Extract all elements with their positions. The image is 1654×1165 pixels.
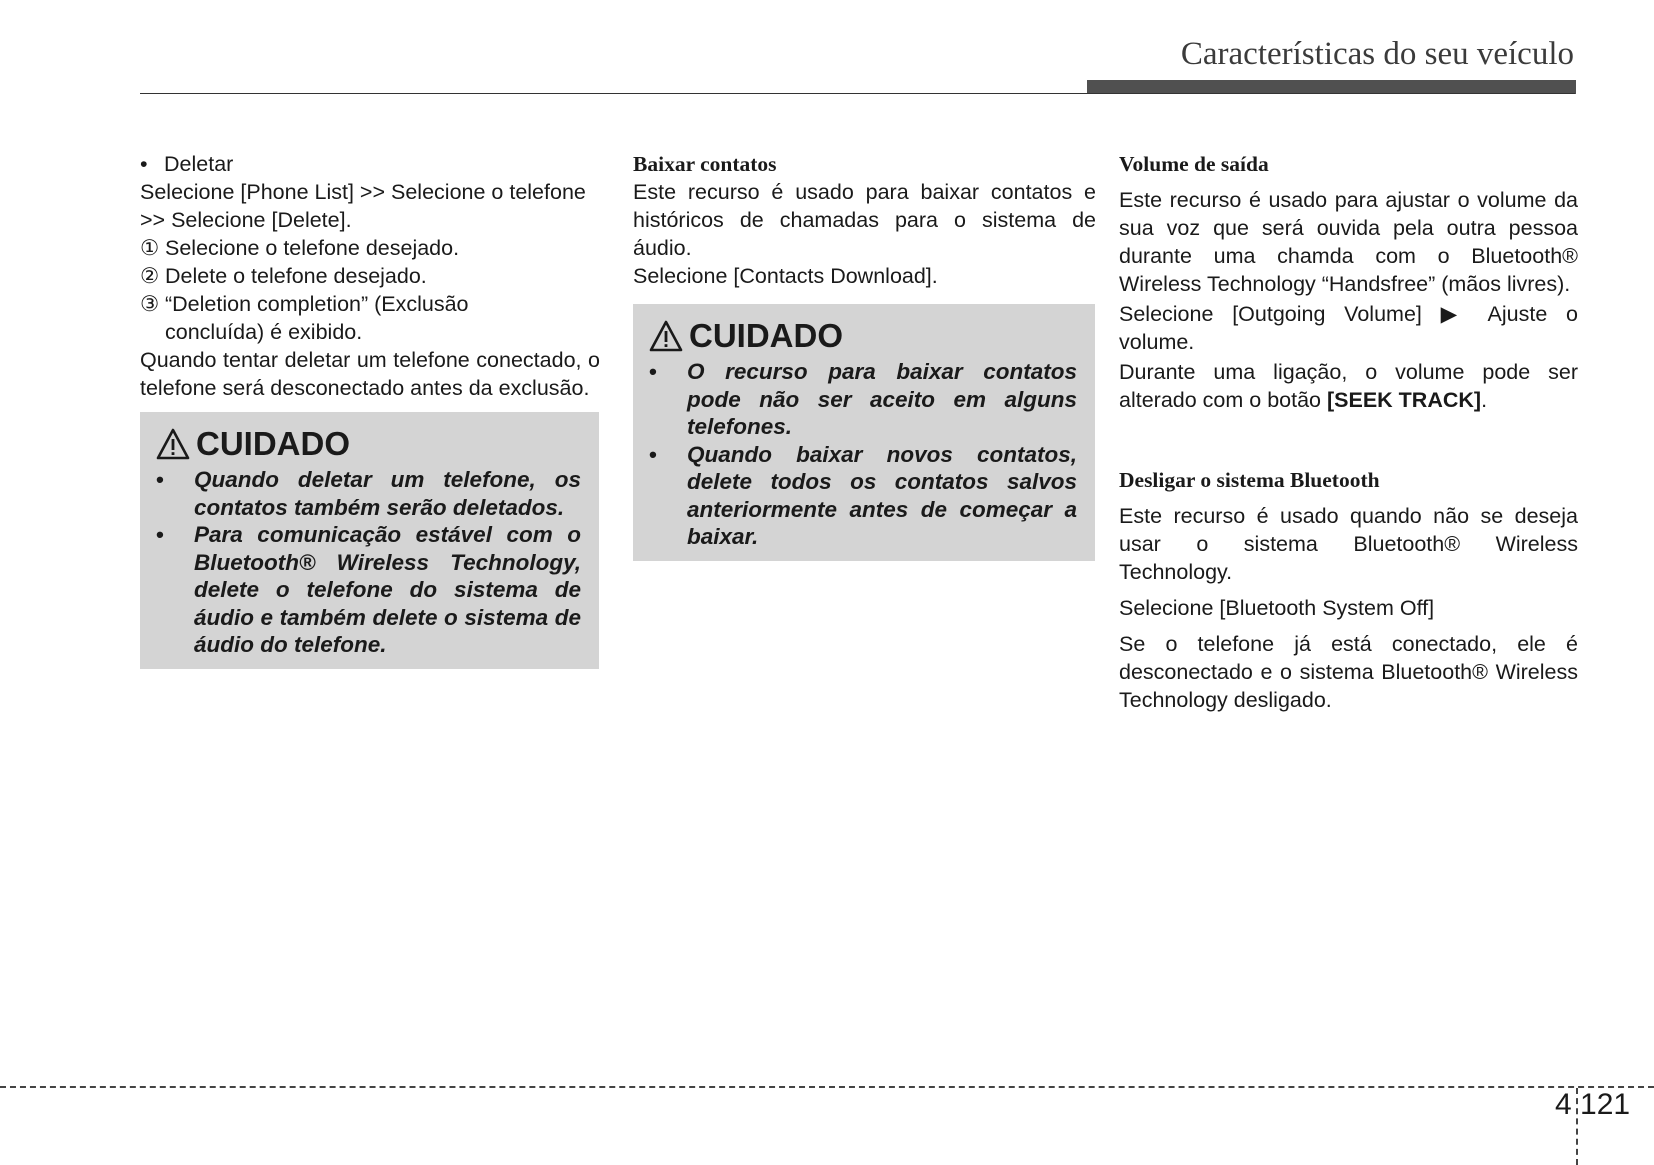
running-header-title: Características do seu veículo <box>1180 36 1574 72</box>
caution-item <box>156 466 581 521</box>
step-3 <box>140 290 600 318</box>
warning-triangle-icon <box>649 320 683 352</box>
bullet-mark: • <box>140 152 148 176</box>
step-number: ③ <box>140 292 160 316</box>
section-paragraph: Se o telefone já está conectado, ele é desconectado e o sistema Bluetooth® Wireless Technology desligado. <box>1119 632 1578 712</box>
caution-item-text: Quando baixar novos contatos, delete todos os contatos salvos anteriormente antes de começar a baixar. <box>687 441 1077 549</box>
step-number: ① <box>140 236 160 260</box>
section-title-baixar-contatos: Baixar contatos <box>633 152 777 176</box>
step-1 <box>140 234 600 262</box>
caution-item-text: O recurso para baixar contatos pode não ser aceito em alguns telefones. <box>687 359 1077 439</box>
caution-item <box>649 441 1077 551</box>
caution-heading <box>156 424 581 464</box>
caution-item <box>649 358 1077 441</box>
column-left <box>140 150 600 669</box>
text-fragment: Durante uma ligação, o volume pode ser alterado com o botão <box>1119 360 1578 412</box>
caution-box <box>633 304 1095 561</box>
bullet-dot: • <box>156 467 164 492</box>
column-middle <box>633 150 1096 561</box>
caution-list <box>649 358 1077 551</box>
instruction-paragraph: Selecione [Phone List] >> Selecione o telefone >> Selecione [Delete]. <box>140 180 586 232</box>
note-paragraph: Quando tentar deletar um telefone conectado, o telefone será desconectado antes da exclusão. <box>140 348 600 400</box>
section-paragraph: Este recurso é usado para ajustar o volume da sua voz que será ouvida pela outra pessoa durante uma chamda com o Bluetooth® Wireless Technology “Handsfree” (mãos livres). <box>1119 188 1578 296</box>
header-rule <box>140 93 1575 94</box>
caution-title: CUIDADO <box>689 317 843 354</box>
bullet-dot: • <box>156 522 164 547</box>
caution-heading <box>649 316 1077 356</box>
section-instruction: Selecione [Outgoing Volume] ▶ Ajuste o volume. <box>1119 302 1578 354</box>
section-paragraph <box>1119 358 1578 414</box>
step-text: “Deletion completion” (Exclusão <box>165 292 469 316</box>
step-text: Selecione o telefone desejado. <box>165 236 460 260</box>
step-3-continuation: concluída) é exibido. <box>165 320 363 344</box>
section-title-volume-de-saida: Volume de saída <box>1119 152 1269 176</box>
column-right <box>1119 150 1578 714</box>
footer-dashed-rule <box>0 1086 1654 1088</box>
warning-triangle-icon <box>156 428 190 460</box>
section-instruction: Selecione [Bluetooth System Off] <box>1119 596 1435 620</box>
caution-item-text: Para comunicação estável com o Bluetooth® Wireless Technology, delete o telefone do sistema de áudio e também delete o sistema de áudio do telefone. <box>194 522 581 657</box>
header-accent-bar <box>1087 80 1576 94</box>
section-title-desligar-bluetooth: Desligar o sistema Bluetooth <box>1119 468 1380 492</box>
caution-item <box>156 521 581 659</box>
bullet-dot: • <box>649 359 657 384</box>
section-paragraph: Este recurso é usado quando não se deseja usar o sistema Bluetooth® Wireless Technology. <box>1119 504 1578 584</box>
page-number: 4 121 <box>1555 1088 1631 1121</box>
bullet-label: Deletar <box>164 152 234 176</box>
caution-title: CUIDADO <box>196 425 350 462</box>
caution-item-text: Quando deletar um telefone, os contatos também serão deletados. <box>194 467 581 520</box>
bullet-dot: • <box>649 441 657 467</box>
text-fragment: . <box>1481 388 1488 412</box>
section-paragraph: Este recurso é usado para baixar contatos e históricos de chamadas para o sistema de áudio. <box>633 180 1096 260</box>
caution-list <box>156 466 581 659</box>
caution-box <box>140 412 599 669</box>
step-text: Delete o telefone desejado. <box>165 264 427 288</box>
section-instruction: Selecione [Contacts Download]. <box>633 264 938 288</box>
button-name-emphasis: [SEEK TRACK] <box>1326 388 1482 412</box>
bullet-item-deletar <box>140 150 600 178</box>
step-2 <box>140 262 600 290</box>
step-number: ② <box>140 264 160 288</box>
